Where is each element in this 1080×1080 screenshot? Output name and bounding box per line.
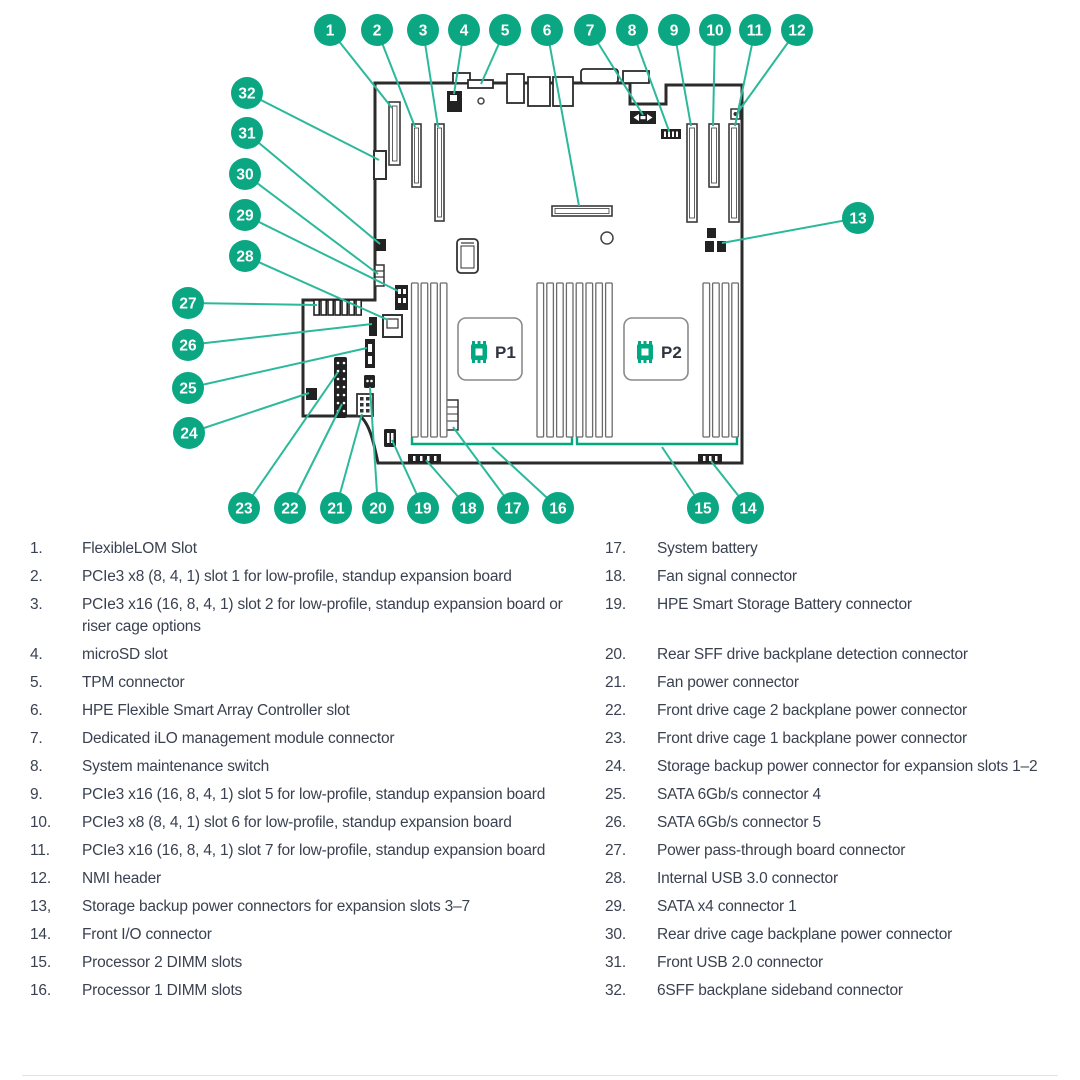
legend-right-text: Front drive cage 1 backplane power connector [657,730,967,747]
storage-backup-power-3-7-b [705,241,714,252]
legend-left-text: FlexibleLOM Slot [82,540,197,557]
callout-number: 3 [418,22,428,40]
callout-number: 24 [180,425,198,443]
legend-left-text: Dedicated iLO management module connector [82,730,395,747]
legend-left-number: 8. [30,758,43,775]
callout-14 [711,461,764,524]
callout-number: 17 [504,500,522,518]
legend-right-number: 29. [605,898,626,915]
legend-row [30,840,1052,862]
6sff-sideband-connector [374,151,386,179]
legend-left-text: PCIe3 x16 (16, 8, 4, 1) slot 5 for low-profile, standup expansion board [82,786,546,803]
usb-port-stack [507,74,524,103]
callout-number: 8 [627,22,637,40]
legend-right-text: 6SFF backplane sideband connector [657,982,903,999]
legend-left-text: NMI header [82,870,161,887]
legend-left-number: 13, [30,898,51,915]
callout-number: 31 [238,125,256,143]
legend-left-text: PCIe3 x8 (8, 4, 1) slot 6 for low-profile, standup expansion board [82,814,512,831]
dimm-slot [537,283,544,437]
legend-right-text: Internal USB 3.0 connector [657,870,838,887]
tpm-connector [468,80,493,88]
legend-row [30,756,1052,778]
dimm-slot [713,283,720,437]
legend-row [30,566,1052,588]
legend-right-number: 26. [605,814,626,831]
dimm-slot [440,283,447,437]
legend-right-text: SATA 6Gb/s connector 5 [657,814,821,831]
dimm-slot [606,283,613,437]
callout-19 [392,440,439,524]
legend-row [30,924,1052,946]
legend-right-number: 27. [605,842,626,859]
callout-leader-line [370,387,378,508]
callout-number: 30 [236,166,254,184]
callout-leader-line [547,30,579,206]
legend-right-text: System battery [657,540,758,557]
legend-row [30,896,1052,918]
legend-left-text: HPE Flexible Smart Array Controller slot [82,702,350,719]
legend-left-number: 6. [30,702,43,719]
callout-9 [658,14,691,126]
legend-row [30,868,1052,890]
callout-13 [722,202,874,243]
legend-right-number: 24. [605,758,626,775]
legend-row [30,644,1052,666]
legend-right-text: Storage backup power connector for expansion slots 1–2 [657,758,1038,775]
legend-row [30,784,1052,806]
legend-left-number: 12. [30,870,51,887]
dimm-slot [576,283,583,437]
dimm-slot [596,283,603,437]
dimm-slot [722,283,729,437]
sata-x4-connector-1 [395,285,408,310]
legend-left-number: 10. [30,814,51,831]
legend-left-text: Processor 1 DIMM slots [82,982,243,999]
legend-row [30,980,1052,1002]
legend-right-text: Fan signal connector [657,568,797,585]
callout-number: 32 [238,85,256,103]
callout-number: 21 [327,500,345,518]
legend-left-text: PCIe3 x16 (16, 8, 4, 1) slot 7 for low-profile, standup expansion board [82,842,546,859]
callout-leader-line [188,324,372,345]
vga-port [581,69,618,83]
system-battery [446,400,458,430]
legend-row [30,594,1052,638]
bottom-left-connectors [306,357,396,447]
dimm-slot [557,283,564,437]
legend-left-number: 9. [30,786,43,803]
callout-number: 28 [236,248,254,266]
rear-io-ports [453,69,649,106]
storage-backup-power-3-7-a [707,228,716,238]
legend-left-number: 3. [30,596,43,613]
dimm-slot [586,283,593,437]
nic-port-1 [528,77,550,106]
callout-number: 5 [500,22,510,40]
legend-right-number: 28. [605,870,626,887]
mount-hole-large [601,232,613,244]
legend-right-text: Rear drive cage backplane power connector [657,926,953,943]
legend-right-number: 32. [605,982,626,999]
mount-hole-small [478,98,484,104]
callout-number: 10 [706,22,724,40]
callout-number: 7 [585,22,595,40]
legend-left-text: System maintenance switch [82,758,270,775]
motherboard-diagram [0,0,1080,532]
callout-number: 2 [372,22,382,40]
legend-left-number: 4. [30,646,43,663]
legend-left-text: PCIe3 x16 (16, 8, 4, 1) slot 2 for low-profile, standup expansion board or riser cage options [82,596,563,635]
dimm-slot [547,283,554,437]
legend-row [30,812,1052,834]
dimm-slot [412,283,419,437]
legend-right-number: 30. [605,926,626,943]
legend-right-text: SATA 6Gb/s connector 4 [657,786,821,803]
callout-number: 1 [325,22,335,40]
callout-27 [172,287,317,319]
legend-row [30,538,1052,560]
legend [30,538,1052,1008]
legend-right-number: 17. [605,540,626,557]
callout-leader-line [189,393,309,433]
legend-left-number: 7. [30,730,43,747]
callout-6 [531,14,579,206]
legend-right-number: 31. [605,954,626,971]
callout-number: 18 [459,500,477,518]
processor-1-socket [458,318,522,380]
legend-row [30,728,1052,750]
cpu-chip-icon [637,341,653,363]
callout-number: 6 [542,22,552,40]
callout-number: 16 [549,500,567,518]
serial-port [623,71,649,83]
processor-1-label: P1 [495,343,516,362]
callout-number: 14 [739,500,757,518]
legend-right-number: 23. [605,730,626,747]
cpu-chip-icon [471,341,487,363]
legend-right-text: Front drive cage 2 backplane power connector [657,702,967,719]
sata-connector-5 [369,317,377,336]
callout-number: 25 [179,380,197,398]
legend-left-number: 15. [30,954,51,971]
callout-28 [229,240,388,320]
legend-left-number: 1. [30,540,43,557]
legend-right-number: 25. [605,786,626,803]
power-pass-through-connector [314,300,361,315]
callout-number: 11 [746,22,764,40]
callout-number: 12 [788,22,806,40]
callout-number: 27 [179,295,197,313]
rear-sff-detection-connector [364,375,375,388]
legend-right-text: Power pass-through board connector [657,842,906,859]
callout-number: 19 [414,500,432,518]
legend-left-text: Processor 2 DIMM slots [82,954,243,971]
legend-right-number: 18. [605,568,626,585]
legend-left-number: 14. [30,926,51,943]
legend-right-number: 22. [605,702,626,719]
callout-number: 22 [281,500,299,518]
legend-row [30,700,1052,722]
legend-left-text: TPM connector [82,674,185,691]
dimm-slot [732,283,739,437]
processor-2-label: P2 [661,343,682,362]
dimm-slot [431,283,438,437]
dimm-slot [421,283,428,437]
legend-left-text: Storage backup power connectors for expansion slots 3–7 [82,898,470,915]
callout-21 [320,414,362,524]
bottom-rule [22,1075,1058,1076]
callout-number: 9 [669,22,679,40]
callout-number: 29 [236,207,254,225]
legend-right-text: Fan power connector [657,674,799,691]
legend-right-text: SATA x4 connector 1 [657,898,797,915]
legend-left-text: microSD slot [82,646,168,663]
callout-10 [699,14,731,126]
callout-number: 15 [694,500,712,518]
legend-row [30,952,1052,974]
dimm-slot [566,283,573,437]
diagram-svg [0,0,1080,532]
dimm-slot [703,283,710,437]
microsd-slot [447,91,462,112]
callout-2 [361,14,415,127]
callout-number: 4 [459,22,469,40]
legend-right-text: Front USB 2.0 connector [657,954,823,971]
callout-number: 20 [369,500,387,518]
legend-right-number: 19. [605,596,626,613]
legend-right-number: 20. [605,646,626,663]
legend-left-number: 11. [30,842,50,859]
legend-right-number: 21. [605,674,626,691]
callout-number: 23 [235,500,253,518]
legend-left-number: 16. [30,982,51,999]
processor-2-socket [624,318,688,380]
legend-right-text: Rear SFF drive backplane detection connector [657,646,968,663]
legend-left-number: 5. [30,674,43,691]
legend-left-text: PCIe3 x8 (8, 4, 1) slot 1 for low-profile, standup expansion board [82,568,512,585]
callout-26 [172,324,372,361]
legend-right-text: HPE Smart Storage Battery connector [657,596,912,613]
callout-number: 13 [849,210,867,228]
legend-row [30,672,1052,694]
callout-leader-line [188,303,317,305]
legend-left-number: 2. [30,568,43,585]
callout-3 [407,14,439,127]
callout-number: 26 [179,337,197,355]
legend-left-text: Front I/O connector [82,926,212,943]
